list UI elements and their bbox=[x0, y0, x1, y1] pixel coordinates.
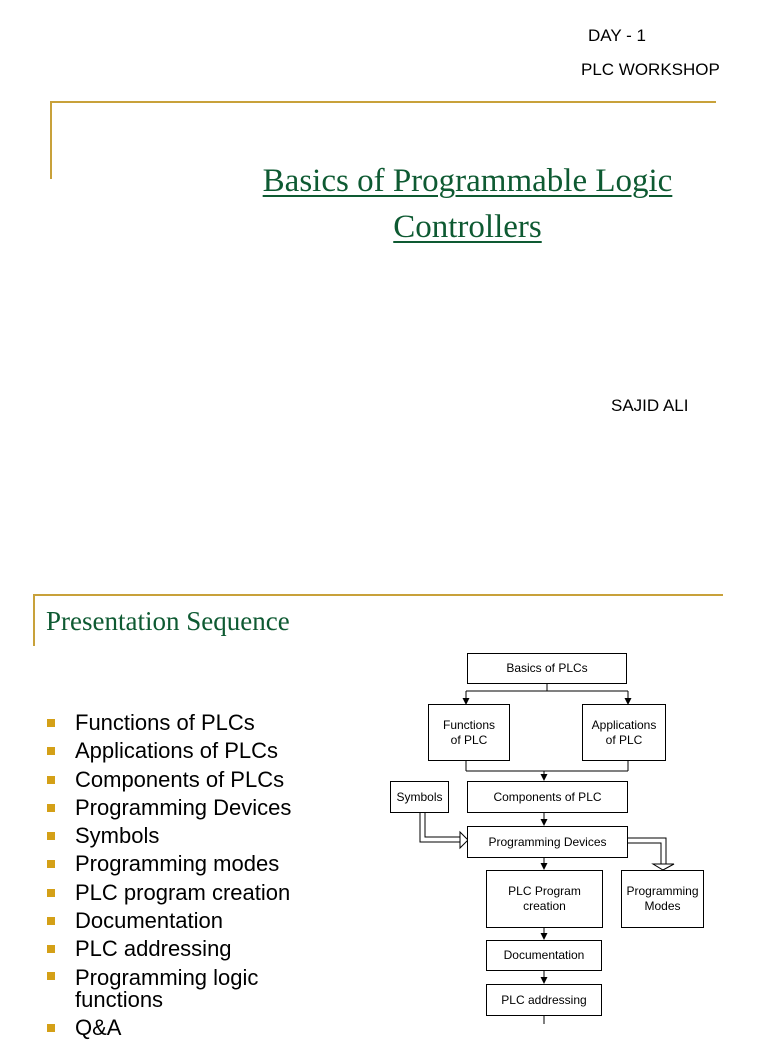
list-item: Components of PLCs bbox=[47, 766, 332, 794]
list-item: PLC addressing bbox=[47, 935, 332, 963]
list-item: PLC program creation bbox=[47, 879, 332, 907]
connector-line bbox=[628, 838, 666, 864]
bullet-square-icon bbox=[47, 1024, 55, 1032]
list-item: Programming Devices bbox=[47, 794, 332, 822]
list-item: Functions of PLCs bbox=[47, 709, 332, 737]
title-line-1: Basics of Programmable Logic bbox=[262, 163, 673, 199]
list-item: Documentation bbox=[47, 907, 332, 935]
list-item: Symbols bbox=[47, 822, 332, 850]
day-label: DAY - 1 bbox=[588, 26, 646, 45]
left-rule bbox=[50, 101, 52, 179]
box-applications: Applications of PLC bbox=[582, 704, 666, 761]
connector-line bbox=[425, 813, 460, 837]
slide-title: Presentation Sequence bbox=[46, 606, 290, 636]
workshop-label: PLC WORKSHOP bbox=[581, 60, 720, 79]
box-modes: Programming Modes bbox=[621, 870, 704, 928]
slide-title bbox=[200, 158, 735, 250]
box-functions: Functions of PLC bbox=[428, 704, 510, 761]
box-symbols: Symbols bbox=[390, 781, 449, 813]
box-addressing: PLC addressing bbox=[486, 984, 602, 1016]
connector-line bbox=[420, 813, 460, 842]
flowchart-connectors bbox=[0, 570, 768, 1024]
box-devices: Programming Devices bbox=[467, 826, 628, 858]
box-documentation: Documentation bbox=[486, 940, 602, 971]
box-components: Components of PLC bbox=[467, 781, 628, 813]
box-basics: Basics of PLCs bbox=[467, 653, 627, 684]
author-name: SAJID ALI bbox=[611, 396, 689, 415]
top-rule bbox=[50, 101, 716, 103]
list-item: Applications of PLCs bbox=[47, 737, 332, 765]
list-item: Q&A bbox=[47, 1014, 332, 1042]
title-line-2: Controllers bbox=[393, 209, 542, 245]
box-creation: PLC Program creation bbox=[486, 870, 603, 928]
list-item: Programming modes bbox=[47, 850, 332, 878]
connector-line bbox=[628, 843, 661, 864]
sequence-slide bbox=[0, 570, 768, 1040]
list-item: Programming logic functions bbox=[47, 964, 332, 1014]
